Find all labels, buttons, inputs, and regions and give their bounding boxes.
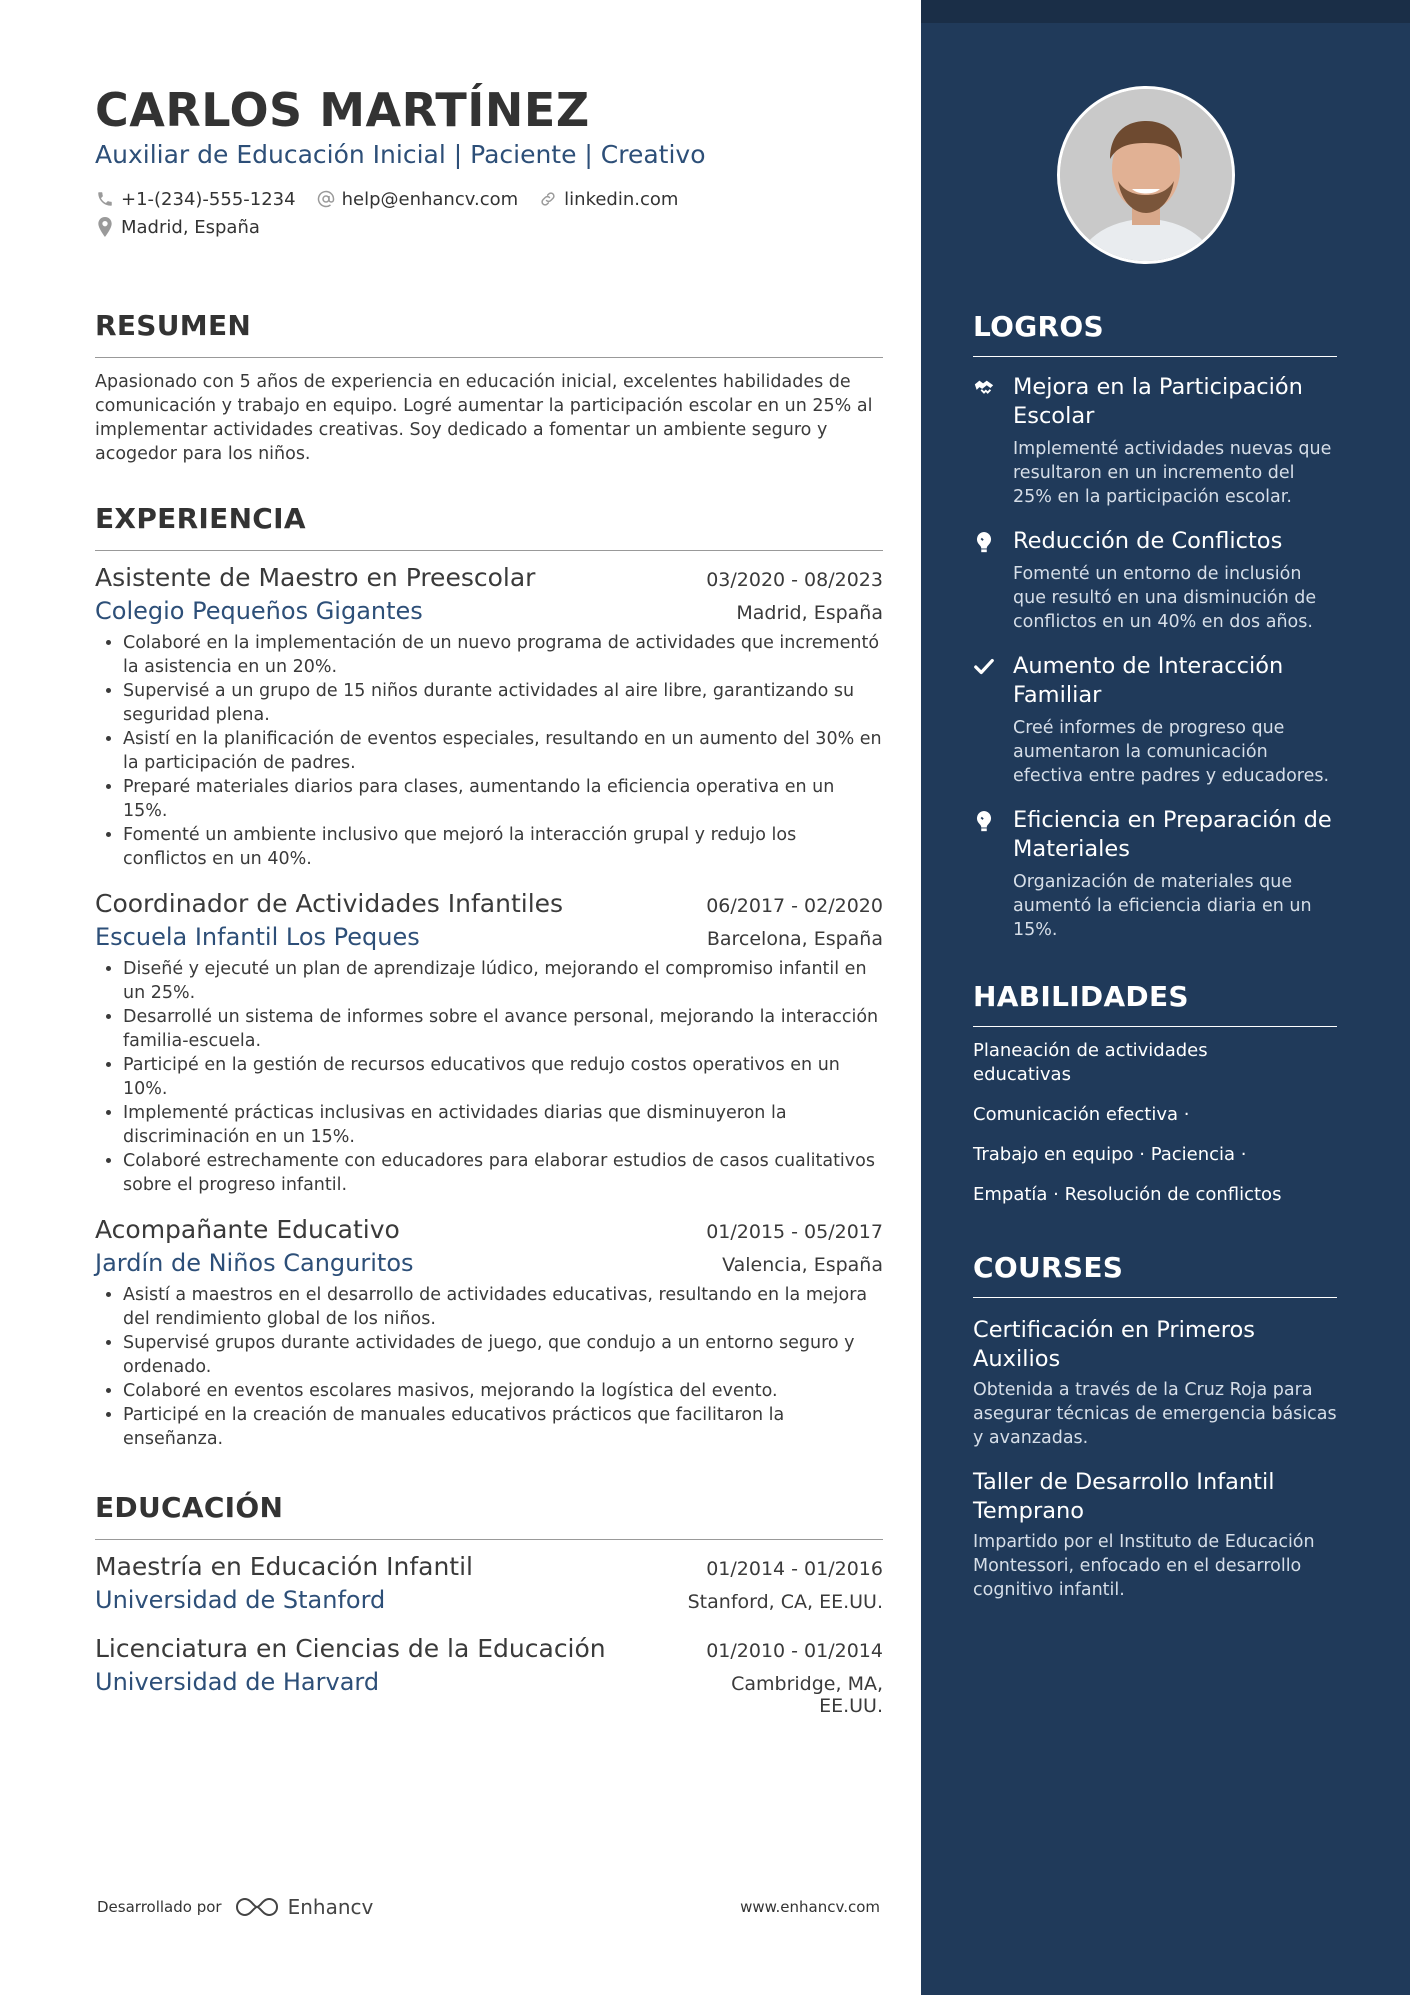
main-content xyxy=(95,83,883,1717)
footer xyxy=(97,1895,880,1919)
bullet-item: • Colaboré en eventos escolares masivos, mejorando la logística del evento. xyxy=(123,1379,883,1403)
job-dates: 03/2020 - 08/2023 xyxy=(706,569,883,591)
enhancv-logo-icon xyxy=(234,1895,280,1919)
education-heading: EDUCACIÓN xyxy=(95,1491,883,1540)
job-company: Escuela Infantil Los Peques xyxy=(95,923,420,951)
achievement-body xyxy=(1013,373,1337,509)
school-location: Cambridge, MA, EE.UU. xyxy=(731,1673,883,1717)
education-dates: 01/2014 - 01/2016 xyxy=(706,1558,883,1580)
phone-icon xyxy=(95,189,115,209)
at-sign-icon xyxy=(316,189,336,209)
school-location: Stanford, CA, EE.UU. xyxy=(687,1591,883,1613)
job-header xyxy=(95,887,883,921)
skill-item: Empatía · Resolución de conflictos xyxy=(973,1184,1282,1205)
school-name: Universidad de Harvard xyxy=(95,1668,380,1696)
sidebar-top-bar xyxy=(921,0,1410,23)
job-header xyxy=(95,1213,883,1247)
sidebar xyxy=(921,0,1410,1995)
achievements-heading: LOGROS xyxy=(973,310,1337,357)
courses-section xyxy=(973,1251,1337,1602)
brand-logo[interactable] xyxy=(234,1895,374,1919)
skill-item: Planeación de actividades educativas xyxy=(973,1040,1208,1085)
experience-section xyxy=(95,502,883,1451)
job-title: Acompañante Educativo xyxy=(95,1215,400,1244)
link-icon xyxy=(538,189,558,209)
skill-item: Comunicación efectiva · xyxy=(973,1104,1190,1125)
course-title: Certificación en Primeros Auxilios xyxy=(973,1317,1255,1372)
job-bullets xyxy=(95,1283,883,1451)
website-link[interactable]: www.enhancv.com xyxy=(740,1898,880,1916)
job-bullets xyxy=(95,957,883,1197)
job-header xyxy=(95,561,883,595)
bullet-item: • Preparé materiales diarios para clases, aumentando la eficiencia operativa en un 15%. xyxy=(123,775,883,823)
bullet-item: • Supervisé a un grupo de 15 niños durante actividades al aire libre, garantizando su seguridad plena. xyxy=(123,679,883,727)
achievements-section xyxy=(973,310,1337,942)
profile-photo xyxy=(1057,86,1235,264)
skill-item: Trabajo en equipo · Paciencia · xyxy=(973,1144,1247,1165)
achievement-item xyxy=(973,652,1337,788)
job-dates: 06/2017 - 02/2020 xyxy=(706,895,883,917)
skills-section xyxy=(973,980,1337,1207)
bullet-item: • Participé en la gestión de recursos educativos que redujo costos operativos en un 10%. xyxy=(123,1053,883,1101)
education-subheader xyxy=(95,1666,883,1717)
achievement-body xyxy=(1013,652,1337,788)
job-location: Madrid, España xyxy=(736,602,883,624)
job-company: Jardín de Niños Canguritos xyxy=(95,1249,414,1277)
summary-text: Apasionado con 5 años de experiencia en educación inicial, excelentes habilidades de comunicación y trabajo en equipo. Logré aumentar la participación escolar en un 25% al implementar actividades creativas. Soy dedicado a fomentar un ambiente seguro y acogedor para los niños. xyxy=(95,372,873,464)
degree-title: Licenciatura en Ciencias de la Educación xyxy=(95,1634,606,1663)
bullet-item: • Fomenté un ambiente inclusivo que mejoró la interacción grupal y redujo los conflictos en un 40%. xyxy=(123,823,883,871)
achievement-title: Reducción de Conflictos xyxy=(1013,528,1283,554)
bullet-item: • Colaboré estrechamente con educadores para elaborar estudios de casos cualitativos sobre el progreso infantil. xyxy=(123,1149,883,1197)
bullet-item: • Colaboré en la implementación de un nuevo programa de actividades que incrementó la asistencia en un 20%. xyxy=(123,631,883,679)
course-item xyxy=(973,1468,1337,1602)
linkedin-contact[interactable] xyxy=(538,189,678,210)
education-dates: 01/2010 - 01/2014 xyxy=(706,1640,883,1662)
job-title: Asistente de Maestro en Preescolar xyxy=(95,563,536,592)
contact-row xyxy=(95,213,883,241)
degree-title: Maestría en Educación Infantil xyxy=(95,1552,473,1581)
course-title: Taller de Desarrollo Infantil Temprano xyxy=(973,1469,1275,1524)
achievement-desc: Implementé actividades nuevas que resultaron en un incremento del 25% en la participación escolar. xyxy=(1013,439,1332,507)
job-dates: 01/2015 - 05/2017 xyxy=(706,1221,883,1243)
education-entry xyxy=(95,1632,883,1717)
summary-heading: RESUMEN xyxy=(95,309,883,358)
candidate-title: Auxiliar de Educación Inicial | Paciente | Creativo xyxy=(95,140,706,169)
powered-by-text: Desarrollado por xyxy=(97,1898,222,1916)
summary-section xyxy=(95,309,883,466)
achievement-title: Aumento de Interacción Familiar xyxy=(1013,653,1284,708)
education-header xyxy=(95,1632,883,1666)
bullet-item: • Asistí en la planificación de eventos especiales, resultando en un aumento del 30% en la participación de padres. xyxy=(123,727,883,775)
education-section xyxy=(95,1491,883,1717)
linkedin-text: linkedin.com xyxy=(564,188,679,210)
email-contact[interactable] xyxy=(316,189,519,210)
lightbulb-icon xyxy=(973,806,999,942)
job-entry xyxy=(95,1213,883,1451)
achievement-body xyxy=(1013,806,1337,942)
email-text: help@enhancv.com xyxy=(341,188,519,210)
bullet-item: • Asistí a maestros en el desarrollo de actividades educativas, resultando en la mejora del rendimiento global de los niños. xyxy=(123,1283,883,1331)
job-bullets xyxy=(95,631,883,871)
job-subheader xyxy=(95,921,883,953)
candidate-name: CARLOS MARTÍNEZ xyxy=(95,83,590,137)
bullet-item: • Participé en la creación de manuales educativos prácticos que facilitaron la enseñanza. xyxy=(123,1403,883,1451)
job-entry xyxy=(95,561,883,871)
location-contact xyxy=(95,217,260,238)
course-desc: Obtenida a través de la Cruz Roja para asegurar técnicas de emergencia básicas y avanzadas. xyxy=(973,1380,1337,1448)
phone-contact[interactable] xyxy=(95,189,296,210)
contact-info xyxy=(95,185,883,241)
phone-text: +1-(234)-555-1234 xyxy=(121,188,296,210)
achievement-item xyxy=(973,373,1337,509)
education-entry xyxy=(95,1550,883,1616)
achievement-item xyxy=(973,527,1337,634)
achievement-desc: Creé informes de progreso que aumentaron la comunicación efectiva entre padres y educadores. xyxy=(1013,718,1330,786)
bullet-item: • Desarrollé un sistema de informes sobre el avance personal, mejorando la interacción familia-escuela. xyxy=(123,1005,883,1053)
bullet-item: • Diseñé y ejecuté un plan de aprendizaje lúdico, mejorando el compromiso infantil en un 25%. xyxy=(123,957,883,1005)
avatar-icon xyxy=(1060,89,1232,261)
checkmark-icon xyxy=(973,652,999,788)
brand-name: Enhancv xyxy=(287,1895,374,1919)
handshake-icon xyxy=(973,373,999,509)
achievement-item xyxy=(973,806,1337,942)
job-title: Coordinador de Actividades Infantiles xyxy=(95,889,564,918)
bullet-item: • Supervisé grupos durante actividades de juego, que condujo a un entorno seguro y ordenado. xyxy=(123,1331,883,1379)
job-entry xyxy=(95,887,883,1197)
achievement-desc: Organización de materiales que aumentó la eficiencia diaria en un 15%. xyxy=(1013,872,1312,940)
location-pin-icon xyxy=(95,217,115,237)
job-subheader xyxy=(95,1247,883,1279)
lightbulb-icon xyxy=(973,527,999,634)
school-name: Universidad de Stanford xyxy=(95,1586,386,1614)
education-header xyxy=(95,1550,883,1584)
achievement-title: Eficiencia en Preparación de Materiales xyxy=(1013,807,1332,862)
job-location: Valencia, España xyxy=(722,1254,883,1276)
courses-heading: COURSES xyxy=(973,1251,1337,1298)
contact-row xyxy=(95,185,883,213)
job-location: Barcelona, España xyxy=(706,928,883,950)
bullet-item: • Implementé prácticas inclusivas en actividades diarias que disminuyeron la discriminación en un 15%. xyxy=(123,1101,883,1149)
course-item xyxy=(973,1316,1337,1450)
job-subheader xyxy=(95,595,883,627)
location-text: Madrid, España xyxy=(121,216,260,238)
achievement-desc: Fomenté un entorno de inclusión que resultó en una disminución de conflictos en un 40% en dos años. xyxy=(1013,564,1317,632)
course-desc: Impartido por el Instituto de Educación Montessori, enfocado en el desarrollo cognitivo infantil. xyxy=(973,1532,1315,1600)
experience-heading: EXPERIENCIA xyxy=(95,502,883,551)
skills-heading: HABILIDADES xyxy=(973,980,1337,1027)
footer-branding xyxy=(97,1895,373,1919)
education-subheader xyxy=(95,1584,883,1616)
achievement-body xyxy=(1013,527,1337,634)
achievement-title: Mejora en la Participación Escolar xyxy=(1013,374,1303,429)
sidebar-content xyxy=(973,310,1337,1602)
job-company: Colegio Pequeños Gigantes xyxy=(95,597,423,625)
